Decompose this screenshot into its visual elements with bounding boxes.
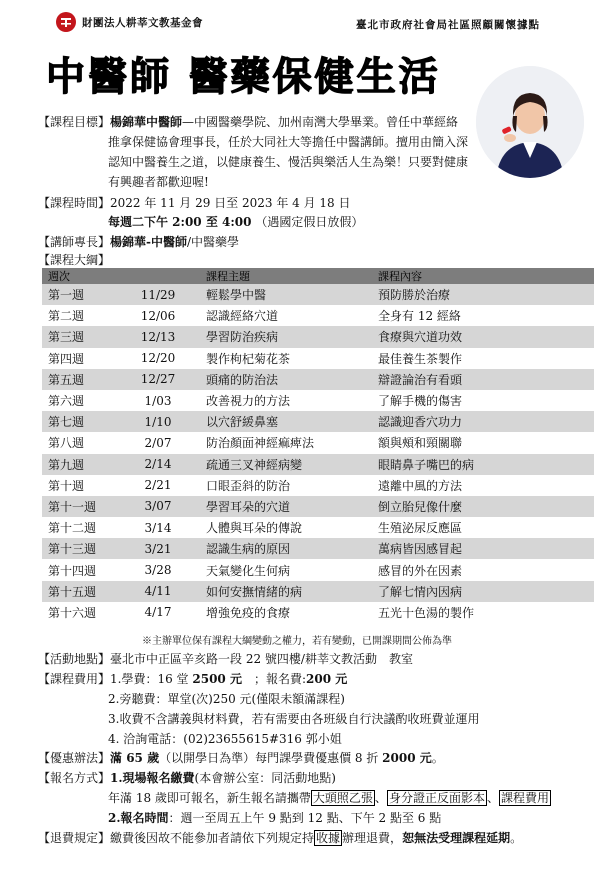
signup-label: 【報名方式】 [38,771,111,785]
topic-cell: 製作枸杞菊花茶 [206,348,378,369]
location-label: 【活動地點】 [38,652,111,666]
table-row [42,581,594,602]
date-cell: 4/11 [110,581,206,602]
signup-requirement: 年滿 18 歲即可報名，新生報名請攜帶 [108,791,311,805]
location-line [38,650,413,667]
week-cell: 第五週 [42,369,110,390]
week-cell: 第十一週 [42,496,110,517]
week-cell: 第三週 [42,326,110,347]
refund-label: 【退費規定】 [38,831,111,845]
header-content: 課程內容 [378,268,594,284]
date-cell: 3/07 [110,496,206,517]
week-cell: 第十五週 [42,581,110,602]
table-row [42,326,594,347]
table-row [42,348,594,369]
contact-phone: 4. 洽詢電話：(02)23655615#316 郭小姐 [108,732,342,746]
content-cell: 全身有 12 經絡 [378,305,594,326]
week-cell: 第九週 [42,454,110,475]
week-cell: 第六週 [42,390,110,411]
course-time-label: 【課程時間】 [38,196,111,210]
table-row [42,559,594,580]
content-cell: 遠離中風的方法 [378,475,594,496]
topic-cell: 以穴舒緩鼻塞 [206,411,378,432]
content-cell: 倒立胎兒像什麼 [378,496,594,517]
date-cell: 12/06 [110,305,206,326]
speciality-line [38,233,239,250]
speciality-teacher: 楊錦華-中醫師 [110,235,187,249]
discount-age: 滿 65 歲 [110,751,160,765]
header-topic: 課程主題 [206,268,378,284]
course-time-line-2 [108,213,363,230]
course-time-line-1 [38,194,351,211]
table-row [42,305,594,326]
date-cell: 11/29 [110,284,206,305]
date-cell: 2/07 [110,432,206,453]
location-text: 臺北市中正區辛亥路一段 22 號四樓/耕莘文教活動 教室 [110,652,413,666]
date-cell: 3/14 [110,517,206,538]
outline-label: 【課程大綱】 [38,253,111,267]
week-cell: 第四週 [42,348,110,369]
refund-end: 。 [510,831,523,845]
onsite-signup: 1.現場報名繳費 [110,771,195,785]
holiday-note: （遇國定假日放假） [255,215,364,229]
signup-location: (本會辦公室：同活動地點) [194,771,336,785]
tuition-amount: 2500 元 [192,672,242,686]
goal-text-4: 有興趣者都歡迎喔! [108,175,209,189]
date-cell: 1/10 [110,411,206,432]
page-title: 中醫師 醫藥保健生活 [46,55,441,100]
topic-cell: 認識經絡穴道 [206,305,378,326]
course-goal-line-1 [38,113,458,130]
content-cell: 最佳養生茶製作 [378,348,594,369]
content-cell: 了解七情內因病 [378,581,594,602]
date-cell: 1/03 [110,390,206,411]
week-cell: 第十三週 [42,538,110,559]
topic-cell: 如何安撫情緒的病 [206,581,378,602]
fee-requirement: 課程費用 [500,791,549,805]
fee-line-1 [38,670,347,687]
topic-cell: 輕鬆學中醫 [206,284,378,305]
table-row [42,390,594,411]
tuition-prefix: 1.學費：16 堂 [110,672,193,686]
content-cell: 眼睛鼻子嘴巴的病 [378,454,594,475]
topic-cell: 認識生病的原因 [206,538,378,559]
date-cell: 3/21 [110,538,206,559]
fee-label: 【課程費用】 [38,672,111,686]
signup-time: ：週一至周五上午 9 點到 12 點、下午 2 點至 6 點 [168,811,442,825]
date-cell: 4/17 [110,602,206,623]
week-cell: 第一週 [42,284,110,305]
header-week: 週次 [42,268,110,284]
topic-cell: 增強免疫的食療 [206,602,378,623]
teacher-name: 楊錦華中醫師 [110,115,183,129]
content-cell: 了解手機的傷害 [378,390,594,411]
content-cell: 認識迎香穴功力 [378,411,594,432]
date-cell: 2/14 [110,454,206,475]
table-row [42,284,594,305]
topic-cell: 人體與耳朵的傳說 [206,517,378,538]
audit-fee: 2.旁聽費：單堂(次)250 元(僅限未額滿課程) [108,692,345,706]
discount-text: （以開學日為準）每門課學費優惠價 8 折 [159,751,383,765]
table-header-row [42,268,594,284]
table-row [42,475,594,496]
week-cell: 第十四週 [42,559,110,580]
content-cell: 預防勝於治療 [378,284,594,305]
topic-cell: 防治顏面神經痲痺法 [206,432,378,453]
organization-name: 財團法人耕莘文教基金會 [82,17,203,29]
week-cell: 第八週 [42,432,110,453]
id-copy-requirement: 身分證正反面影本 [388,791,485,805]
speciality-field: /中醫藥學 [187,235,240,249]
date-cell: 12/13 [110,326,206,347]
date-cell: 3/28 [110,559,206,580]
weekly-schedule: 每週二下午 2:00 至 4:00 [108,215,252,229]
topic-cell: 口眼歪斜的防治 [206,475,378,496]
foundation-logo-icon [56,12,76,32]
topic-cell: 疏通三叉神經病變 [206,454,378,475]
separator: 、 [486,791,499,805]
registration-fee-label: ；報名費: [241,672,306,686]
goal-text-3: 認知中醫養生之道，以健康養生、慢活與樂活人生為樂！只要對健康 [108,155,469,169]
content-cell: 辯證論治有看頭 [378,369,594,390]
discount-price: 2000 元 [382,751,432,765]
course-goal-label: 【課程目標】 [38,115,111,129]
discount-end: 。 [431,751,444,765]
goal-text-2: 推拿保健協會理事長，任於大同社大等擔任中醫講師。擅用由簡入深 [108,135,469,149]
content-cell: 生殖泌尿反應區 [378,517,594,538]
week-cell: 第七週 [42,411,110,432]
material-fee-note: 3.收費不含講義與材料費，若有需要由各班級自行決議酌收班費並運用 [108,712,480,726]
table-row [42,369,594,390]
date-cell: 12/27 [110,369,206,390]
signup-line-2 [108,789,551,806]
schedule-disclaimer: ※主辦單位保有課程大綱變動之權力，若有變動，已開課期間公佈為準 [142,636,452,647]
separator: 、 [374,791,387,805]
table-row [42,496,594,517]
content-cell: 感冒的外在因素 [378,559,594,580]
topic-cell: 天氣變化生何病 [206,559,378,580]
photo-requirement: 大頭照乙張 [312,791,373,805]
table-row [42,538,594,559]
date-cell: 12/20 [110,348,206,369]
content-cell: 額與頰和頸關聯 [378,432,594,453]
table-row [42,432,594,453]
table-row [42,517,594,538]
table-row [42,602,594,623]
header-date [110,268,206,284]
refund-text: 繳費後因故不能參加者請依下列規定持 [110,831,315,845]
week-cell: 第十二週 [42,517,110,538]
refund-line [38,829,522,846]
content-cell: 食療與穴道功效 [378,326,594,347]
registration-fee-amount: 200 元 [306,672,348,686]
week-cell: 第二週 [42,305,110,326]
date-cell: 2/21 [110,475,206,496]
office-name: 臺北市政府社會局社區照顧關懷據點 [356,19,540,31]
course-date-range: 2022 年 11 月 29 日至 2023 年 4 月 18 日 [110,196,351,210]
topic-cell: 學習耳朵的穴道 [206,496,378,517]
refund-text-2: 辦理退費， [342,831,403,845]
signup-time-label: 2.報名時間 [108,811,169,825]
week-cell: 第十週 [42,475,110,496]
speciality-label: 【講師專長】 [38,235,111,249]
teacher-photo [476,66,584,178]
table-row [42,454,594,475]
week-cell: 第十六週 [42,602,110,623]
goal-text-1: —中國醫藥學院、加州南灣大學畢業。曾任中華經絡 [182,115,459,129]
topic-cell: 改善視力的方法 [206,390,378,411]
discount-line [38,749,444,766]
topic-cell: 學習防治疾病 [206,326,378,347]
content-cell: 萬病皆因感冒起 [378,538,594,559]
topic-cell: 頭痛的防治法 [206,369,378,390]
content-cell: 五光十色湯的製作 [378,602,594,623]
signup-line-3 [108,809,441,826]
receipt-requirement: 收據 [316,831,341,845]
discount-label: 【優惠辦法】 [38,751,111,765]
schedule-table [42,268,594,623]
signup-line-1 [38,769,336,786]
no-deferral-note: 恕無法受理課程延期 [402,831,511,845]
table-row [42,411,594,432]
